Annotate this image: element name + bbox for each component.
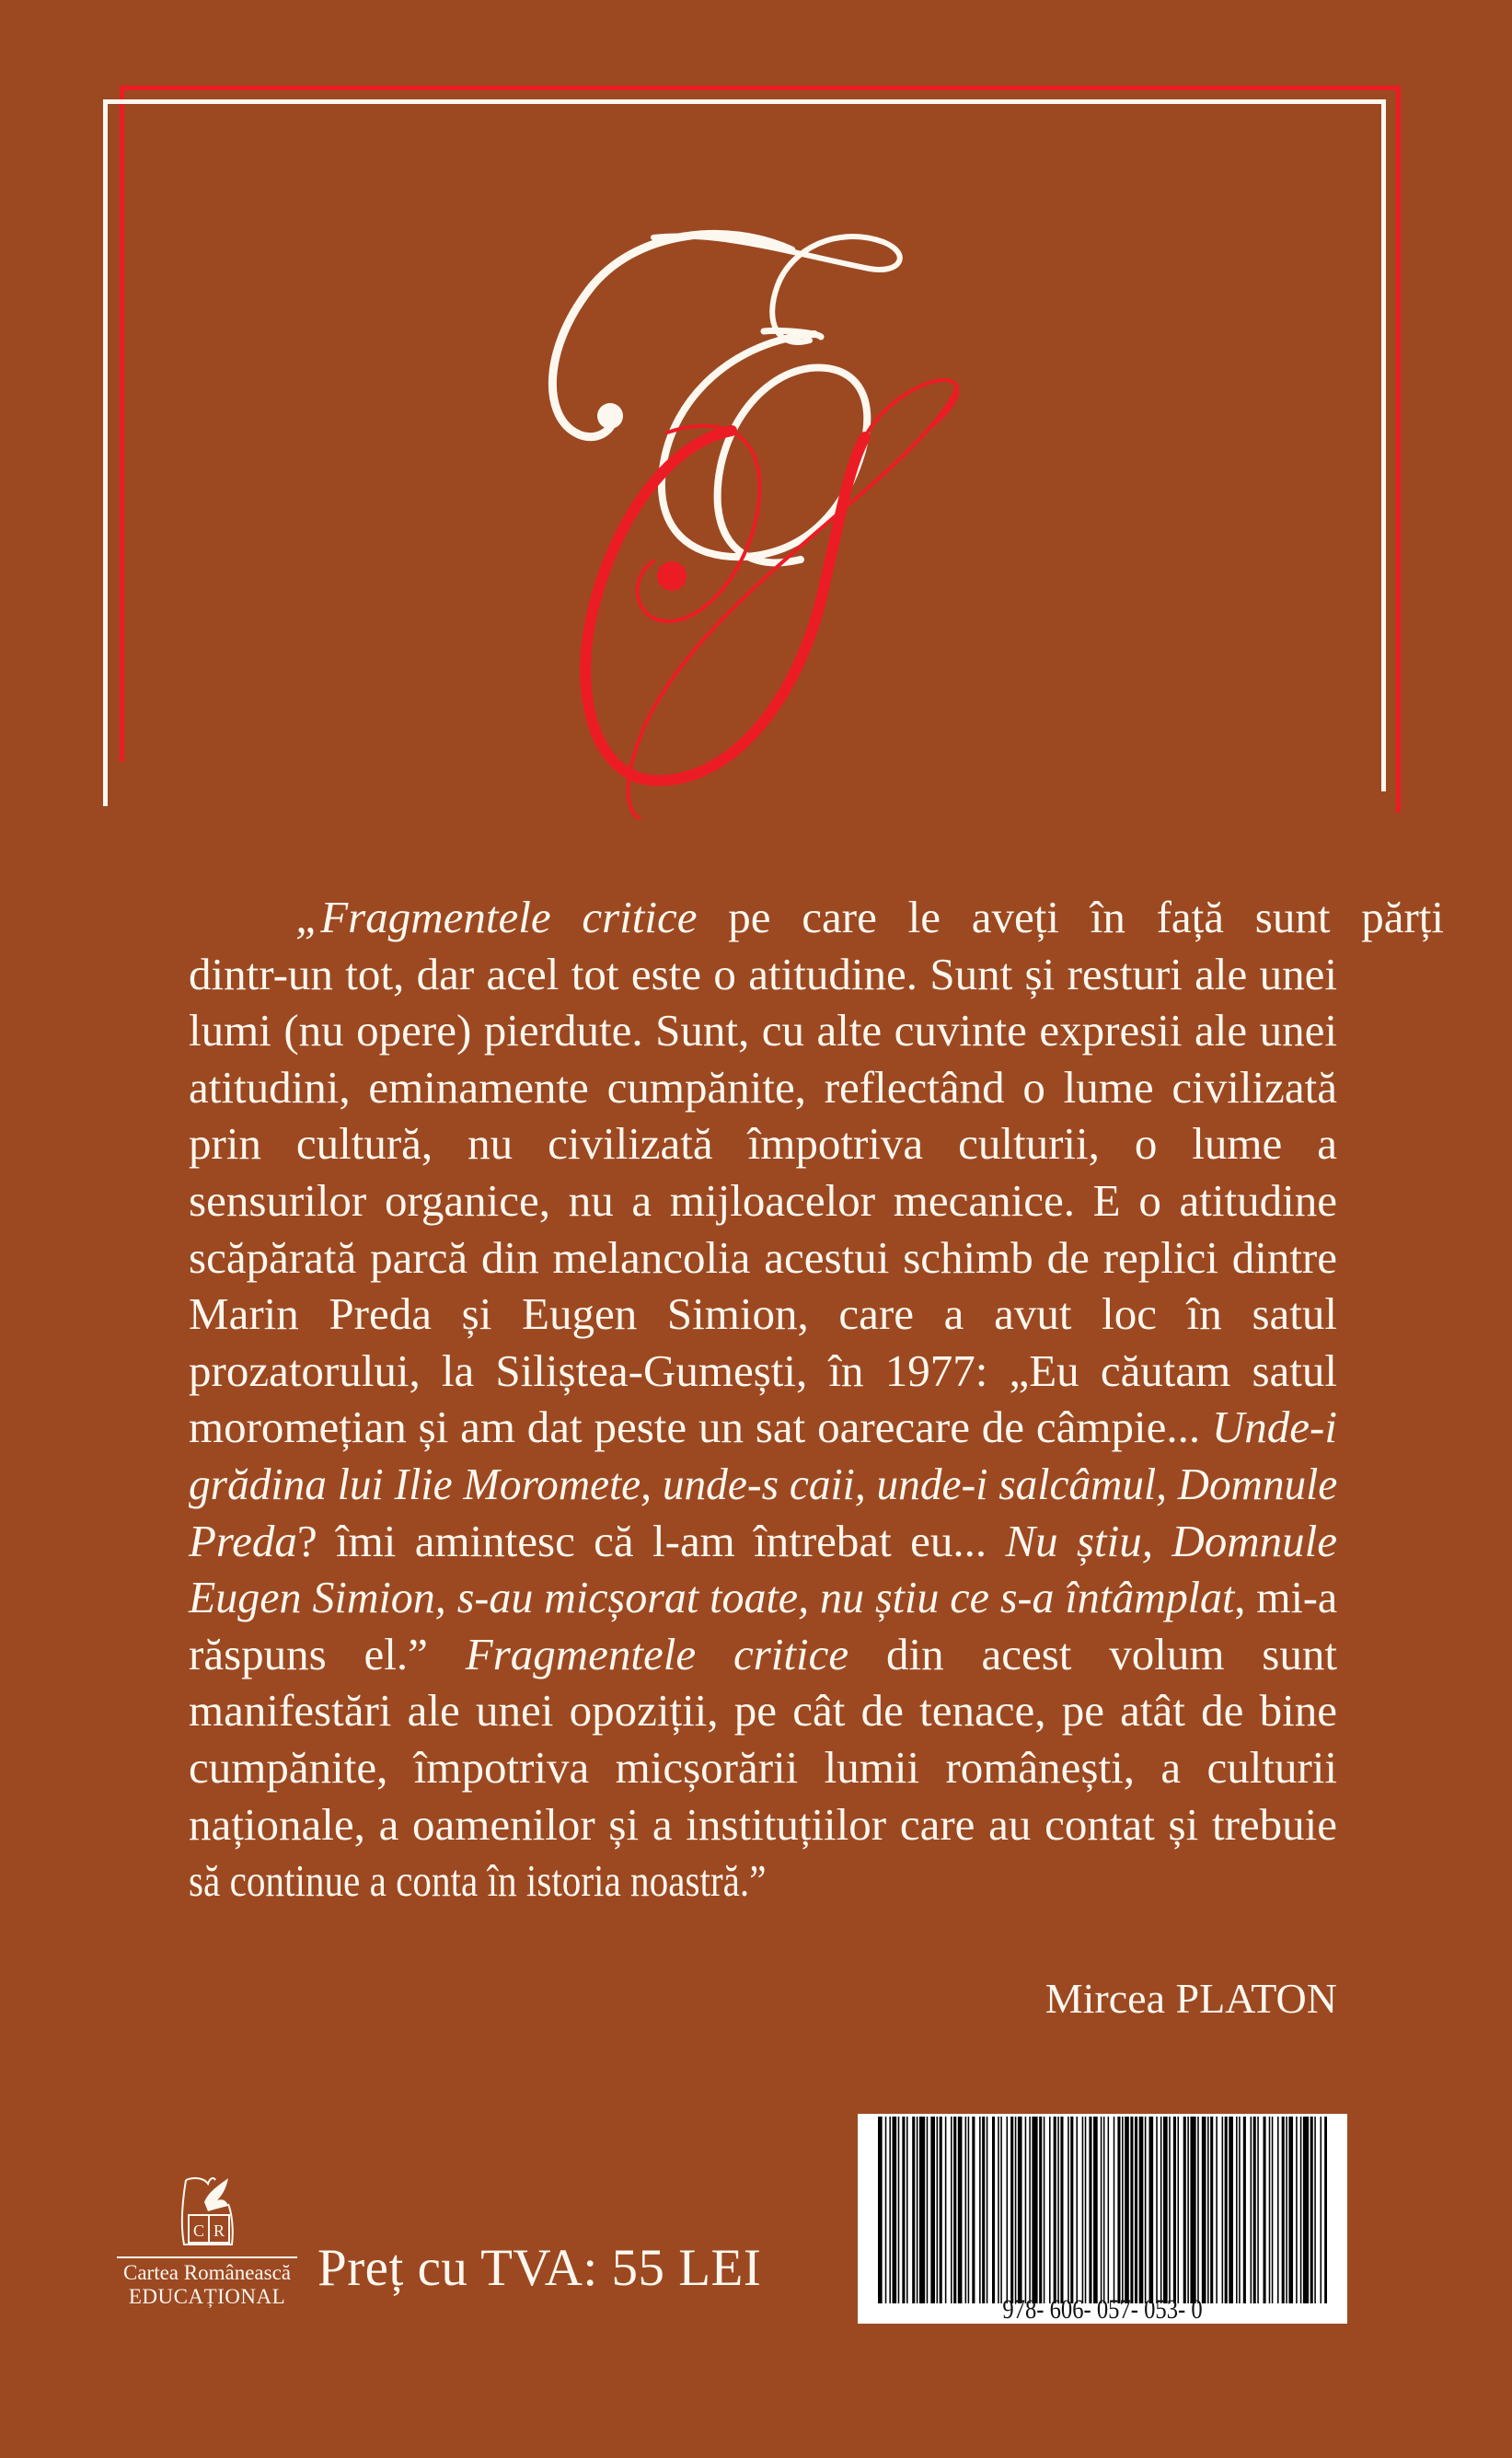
blurb-italic-text: Preda: [189, 1515, 297, 1566]
blurb-text: Marin Preda și Eugen Simion, care a avut loc în satul: [189, 1288, 1337, 1340]
blurb-text: lumi (nu opere) pierdute. Sunt, cu alte cuvinte expresii ale unei: [189, 1005, 1337, 1056]
blurb-line: [189, 1513, 1337, 1570]
price-label: Preț cu TVA: 55 LEI: [317, 2239, 762, 2297]
blurb-italic-text: „Fragmentele critice: [295, 892, 698, 942]
blurb-line: [189, 1796, 1337, 1853]
blurb-text: sensurilor organice, nu a mijloacelor mecanice. E o atitudine: [189, 1174, 1337, 1226]
publisher-emblem-icon: [177, 2175, 237, 2248]
blurb-line: [189, 1682, 1337, 1739]
blurb-text: naționale, a oamenilor și a instituțiilor care au contat și trebuie: [189, 1798, 1337, 1850]
blurb-italic-text: Unde-i: [1211, 1402, 1337, 1453]
blurb-line: [189, 1852, 1337, 1910]
blurb-text: moromețian și am dat peste un sat oarecare de câmpie...: [189, 1402, 1212, 1453]
publisher-imprint: EDUCAȚIONAL: [128, 2285, 286, 2308]
blurb-author: Mircea PLATON: [1045, 1975, 1337, 2022]
blurb-text: cumpănite, împotriva micșorării lumii românești, a culturii: [189, 1741, 1337, 1793]
blurb-text: scăpărată parcă din melancolia acestui schimb de replici dintre: [189, 1231, 1337, 1283]
monogram-es-icon: [515, 212, 994, 819]
blurb-italic-text: Nu știu, Domnule: [1005, 1515, 1337, 1566]
blurb-line: [189, 889, 1444, 946]
frame-white-right: [1381, 99, 1386, 791]
back-cover-blurb: [189, 889, 1444, 1910]
blurb-line: [189, 1229, 1337, 1287]
frame-red-left: [120, 86, 124, 762]
blurb-line: [189, 1002, 1337, 1059]
blurb-text: din acest volum sunt: [848, 1628, 1337, 1679]
blurb-line: [189, 1456, 1337, 1513]
blurb-line: [189, 1739, 1337, 1796]
blurb-text: manifestări ale unei opoziții, pe cât de tenace, pe atât de bine: [189, 1685, 1337, 1737]
publisher-logo: [110, 2167, 304, 2314]
isbn-number: 978- 606- 057- 053- 0: [1002, 2294, 1203, 2325]
blurb-text: prin cultură, nu civilizată împotriva culturii, o lume a: [189, 1118, 1337, 1170]
blurb-text: răspuns el.”: [189, 1628, 466, 1679]
frame-white-left: [103, 99, 108, 806]
blurb-line: [189, 1286, 1337, 1343]
blurb-text: pe care le aveți în față sunt părți: [697, 892, 1444, 942]
blurb-italic-text: Fragmentele critice: [465, 1628, 849, 1679]
blurb-text: , mi-a: [1234, 1572, 1338, 1623]
blurb-italic-text: Eugen Simion, s-au micșorat toate, nu știu ce s-a întâmplat: [189, 1572, 1235, 1623]
publisher-name: Cartea Românească: [123, 2261, 291, 2284]
blurb-line: [189, 1172, 1337, 1229]
blurb-line: [189, 1626, 1337, 1683]
blurb-text: prozatorului, la Siliștea-Gumești, în 1977: „Eu căutam satul: [189, 1344, 1337, 1396]
blurb-italic-text: grădina lui Ilie Moromete, unde-s caii, unde-i salcâmul, Domnule: [189, 1458, 1338, 1509]
frame-white-top: [103, 99, 1386, 104]
svg-text:R: R: [213, 2221, 225, 2240]
publisher-divider: [117, 2256, 297, 2258]
blurb-line: [189, 1399, 1337, 1456]
blurb-text: ? îmi amintesc că l-am întrebat eu...: [296, 1515, 1006, 1566]
blurb-line: [189, 1343, 1337, 1400]
isbn-barcode: [858, 2114, 1347, 2324]
blurb-text: să continue a conta în istoria noastră.”: [189, 1855, 767, 1907]
svg-text:C: C: [192, 2221, 205, 2240]
blurb-text: atitudini, eminamente cumpănite, reflectând o lume civilizată: [189, 1061, 1337, 1113]
blurb-line: [189, 1059, 1337, 1116]
frame-red-top: [120, 86, 1401, 90]
blurb-line: [189, 1569, 1337, 1626]
blurb-line: [189, 946, 1337, 1003]
frame-red-right: [1396, 86, 1401, 813]
barcode-icon: [878, 2117, 1327, 2303]
blurb-line: [189, 1115, 1337, 1172]
blurb-text: dintr-un tot, dar acel tot este o atitudine. Sunt și resturi ale unei: [189, 948, 1337, 999]
